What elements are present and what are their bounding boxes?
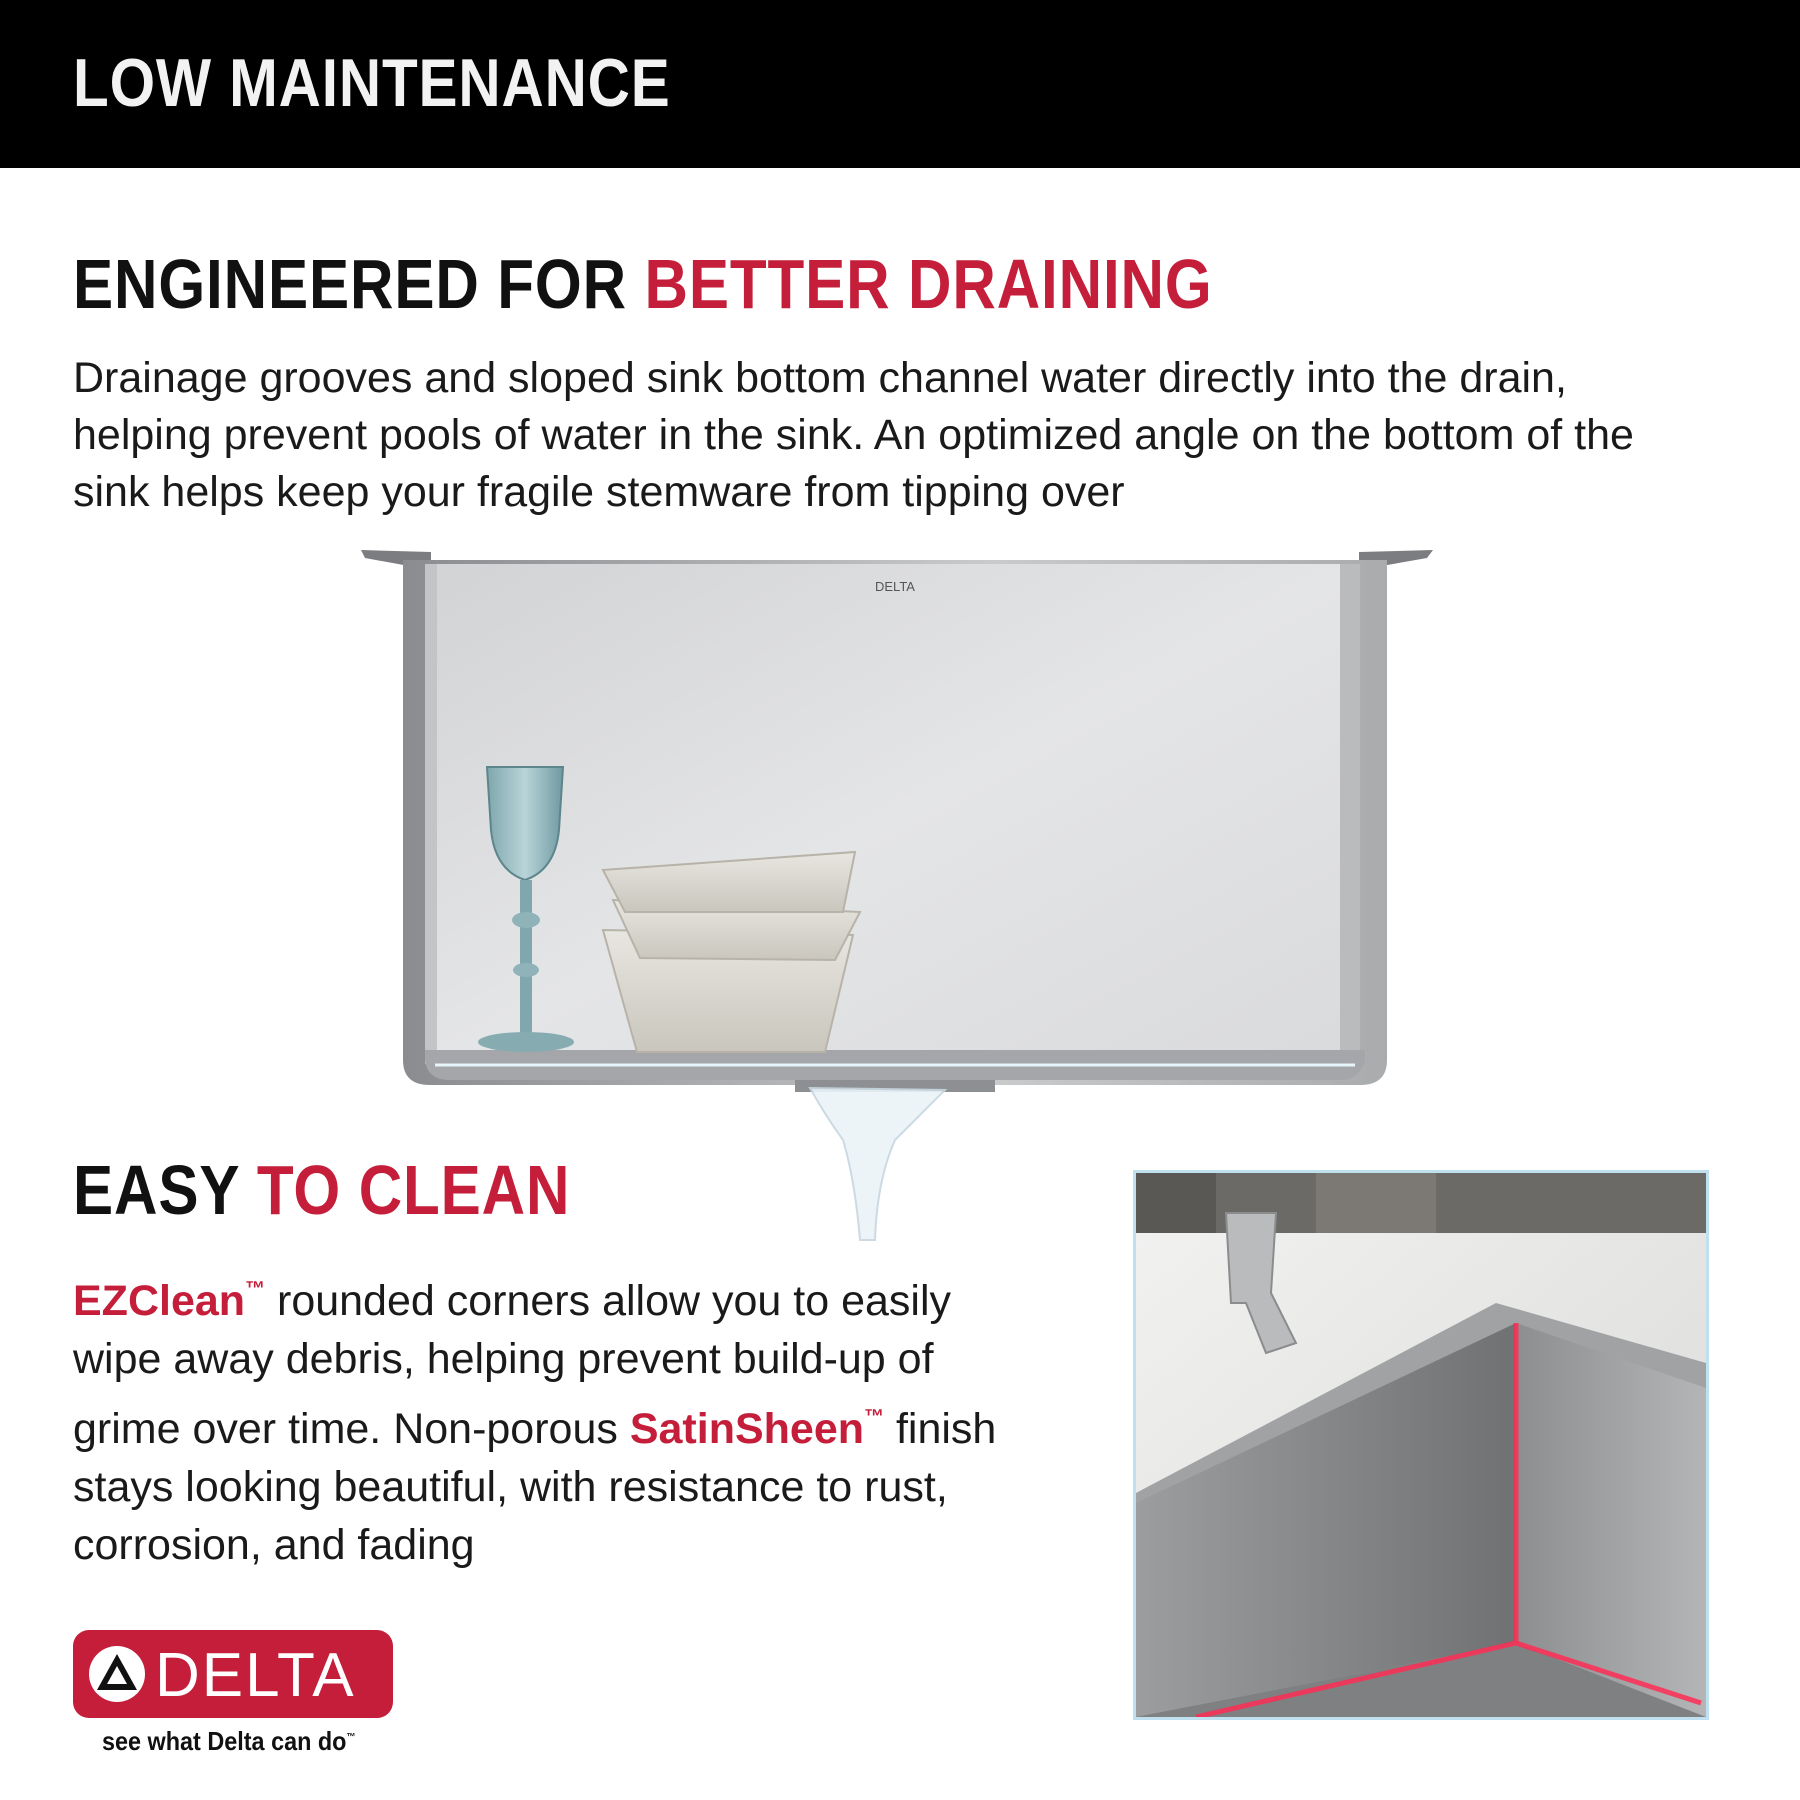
drain-heading-accent: BETTER DRAINING [644,245,1213,323]
clean-description [73,1260,1033,1574]
tagline-trademark: ™ [346,1732,356,1743]
delta-logo [73,1630,393,1718]
clean-body-part1: rounded corners allow you to easily wipe away debris, helping prevent build-up of grime over time. Non-porous [73,1277,952,1453]
satinsheen-brand: SatinSheen [629,1405,864,1453]
header-banner [0,0,1800,168]
clean-heading-accent: TO CLEAN [256,1151,571,1229]
brand-tagline [102,1726,355,1757]
sink-corner-photo [1133,1170,1709,1720]
clean-heading-plain: EASY [73,1151,257,1229]
clean-body-part2: finish stays looking beautiful, with resistance to rust, corrosion, and fading [73,1405,997,1569]
ezclean-brand: EZClean [73,1277,246,1325]
sink-brand-label: DELTA [875,579,915,594]
delta-triangle-icon [87,1644,147,1704]
banner-title: LOW MAINTENANCE [73,45,671,121]
drain-description: Drainage grooves and sloped sink bottom channel water directly into the drain, helping prevent pools of water in the sink. An optimized angle on the bottom of the sink helps keep your fragile stemware from tipping over [73,354,1634,516]
tagline-text: see what Delta can do [102,1726,347,1756]
delta-wordmark: DELTA [155,1641,356,1710]
ezclean-trademark: ™ [245,1278,266,1300]
drain-heading [73,244,1213,324]
sink-corner-drawing [1136,1173,1706,1717]
satinsheen-trademark: ™ [864,1406,884,1428]
clean-heading [73,1150,570,1230]
drain-heading-plain: ENGINEERED FOR [73,245,645,323]
